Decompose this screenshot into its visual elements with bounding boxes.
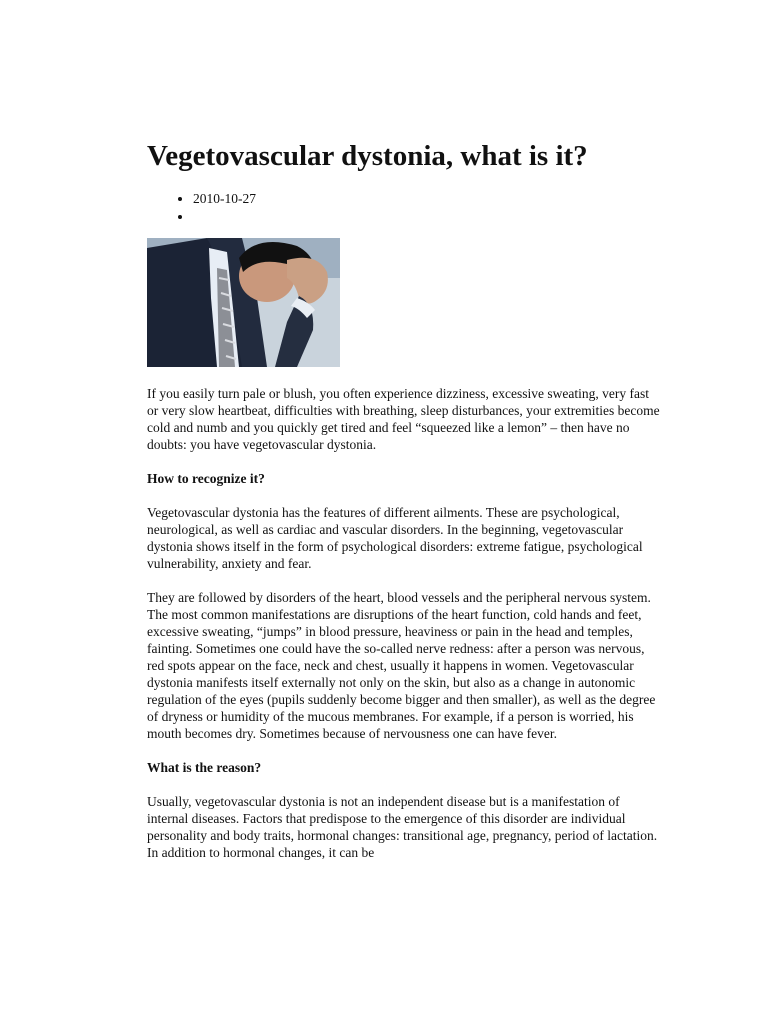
stressed-man-illustration xyxy=(147,238,340,367)
stressed-man-photo xyxy=(147,238,340,367)
intro-paragraph: If you easily turn pale or blush, you often experience dizziness, excessive sweating, very fast or very slow heartbeat, difficulties with breathing, sleep disturbances, your extremities become cold and numb and you quickly get tired and feel “squeezed like a lemon” – then have no doubts: you have vegetovascular dystonia. xyxy=(147,386,660,452)
paragraph-recognize-1: Vegetovascular dystonia has the features of different ailments. These are psychological, neurological, as well as cardiac and vascular disorders. In the beginning, vegetovascular dystonia shows itself in the form of psychological disorders: extreme fatigue, psychological vulnerability, anxiety and fear. xyxy=(147,505,643,571)
article-meta-empty-item xyxy=(193,208,662,226)
document-page xyxy=(147,138,662,861)
paragraph-reason-1: Usually, vegetovascular dystonia is not an independent disease but is a manifestation of internal diseases. Factors that predispose to the emergence of this disorder are individual personality and body traits, hormonal changes: transitional age, pregnancy, period of lactation. In addition to hormonal changes, it can be xyxy=(147,794,658,860)
paragraph-recognize-2: They are followed by disorders of the heart, blood vessels and the peripheral nervous system. The most common manifestations are disruptions of the heart function, cold hands and feet, excessive sweating, “jumps” in blood pressure, heaviness or pain in the head and temples, fainting. Sometimes one could have the so-called nerve redness: after a person was nervous, red spots appear on the face, neck and chest, usually it happens in women. Vegetovascular dystonia manifests itself externally not only on the skin, but also as a change in autonomic regulation of the eyes (pupils suddenly become bigger and then smaller), as well as the degree of dryness or humidity of the mucous membranes. For example, if a person is worried, his mouth becomes dry. Sometimes because of nervousness one can have fever. xyxy=(147,590,656,741)
section-heading-reason: What is the reason? xyxy=(147,760,262,775)
article-meta-list xyxy=(147,190,662,226)
article-date: • 2010-10-27 xyxy=(193,190,662,208)
article-title: Vegetovascular dystonia, what is it? xyxy=(147,140,588,172)
section-heading-recognize: How to recognize it? xyxy=(147,471,265,486)
